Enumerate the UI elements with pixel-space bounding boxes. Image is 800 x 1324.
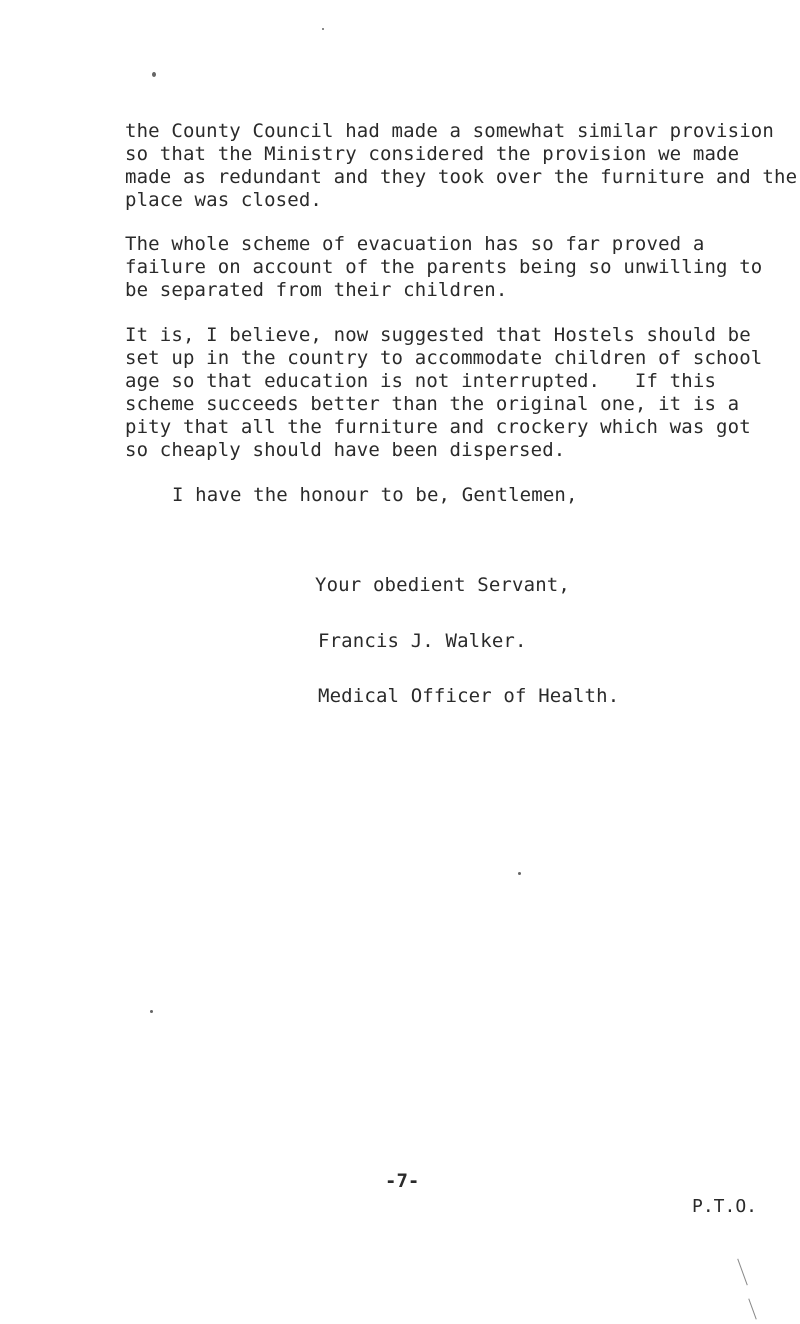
- paragraph-3-line-2: set up in the country to accommodate children of school: [125, 347, 763, 369]
- scan-speck: [518, 872, 521, 875]
- paragraph-2-line-1: The whole scheme of evacuation has so far proved a: [125, 233, 705, 255]
- closing-line: I have the honour to be, Gentlemen,: [172, 484, 578, 506]
- paragraph-2-line-2: failure on account of the parents being so unwilling to: [125, 256, 763, 278]
- valediction: Your obedient Servant,: [315, 574, 570, 596]
- scan-speck: [322, 28, 324, 30]
- paragraph-3-line-4: scheme succeeds better than the original one, it is a: [125, 393, 740, 415]
- paragraph-3-line-1: It is, I believe, now suggested that Hostels should be: [125, 324, 751, 346]
- paragraph-1-line-3: made as redundant and they took over the furniture and the: [125, 166, 798, 188]
- scan-scratch: [748, 1298, 756, 1319]
- scan-speck: [152, 72, 156, 77]
- paragraph-1-line-2: so that the Ministry considered the provision we made: [125, 143, 740, 165]
- page-number: -7-: [385, 1170, 420, 1192]
- paragraph-3-line-5: pity that all the furniture and crockery which was got: [125, 416, 751, 438]
- paragraph-1-line-1: the County Council had made a somewhat similar provision: [125, 120, 774, 142]
- paragraph-1-line-4: place was closed.: [125, 189, 323, 211]
- officer-title: Medical Officer of Health.: [318, 685, 620, 707]
- paragraph-3-line-6: so cheaply should have been dispersed.: [125, 439, 566, 461]
- please-turn-over: P.T.O.: [692, 1196, 758, 1217]
- scan-speck: [150, 1010, 153, 1013]
- paragraph-2-line-3: be separated from their children.: [125, 279, 508, 301]
- signature: Francis J. Walker.: [318, 630, 527, 652]
- scan-scratch: [737, 1259, 748, 1286]
- paragraph-3-line-3: age so that education is not interrupted. If this: [125, 370, 717, 392]
